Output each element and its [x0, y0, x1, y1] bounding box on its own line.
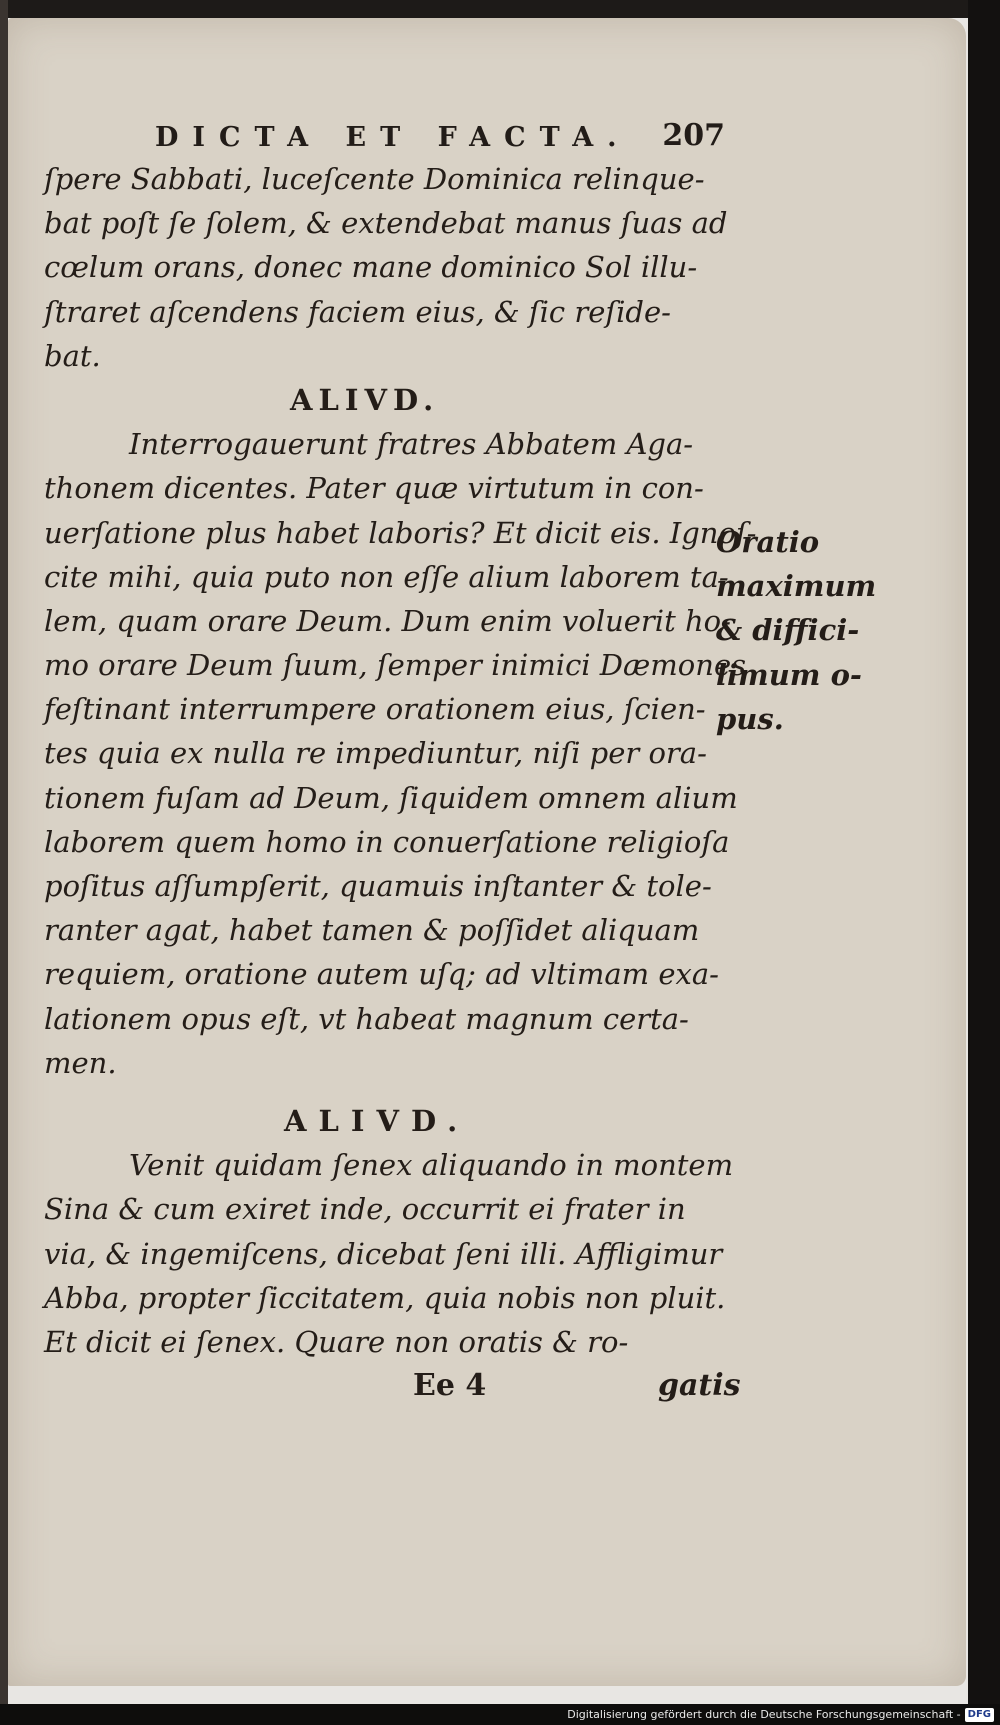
scan-border-left	[0, 0, 8, 1725]
text-line: tes quia ex nulla re impediuntur, niſi per ora-	[44, 736, 707, 771]
signature-mark: Ee 4	[413, 1368, 487, 1403]
dfg-logo: DFG	[965, 1708, 994, 1722]
margin-line: maximum	[716, 569, 877, 604]
text-line: Venit quidam ſenex aliquando in montem	[129, 1148, 734, 1183]
text-line: Et dicit ei ſenex. Quare non oratis & ro-	[44, 1324, 629, 1359]
section-heading: ALIVD.	[284, 1103, 470, 1138]
text-line: cite mihi, quia puto non eſſe alium laborem ta-	[44, 559, 729, 594]
text-line: Interrogauerunt fratres Abbatem Aga-	[129, 427, 694, 462]
catchword: gatis	[658, 1368, 741, 1403]
text-line: ſtraret aſcendens faciem eius, & ſic reſide-	[44, 294, 671, 329]
margin-line: pus.	[716, 701, 784, 736]
text-line: bat poſt ſe ſolem, & extendebat manus ſuas ad	[44, 206, 728, 241]
text-line: bat.	[44, 338, 101, 373]
page-number: 207	[662, 118, 725, 153]
margin-line: limum o-	[716, 657, 862, 692]
text-line: lem, quam orare Deum. Dum enim voluerit ho-	[44, 603, 731, 638]
running-head	[155, 118, 725, 158]
text-line: tionem fuſam ad Deum, ſiquidem omnem alium	[44, 780, 738, 815]
text-line: cœlum orans, donec mane dominico Sol illu-	[44, 250, 698, 285]
text-line: feſtinant interrumpere orationem eius, ſcien-	[44, 692, 706, 727]
margin-line: & diffici-	[716, 613, 860, 648]
text-line: ranter agat, habet tamen & poſſidet aliquam	[44, 913, 700, 948]
margin-line: Oratio	[716, 525, 820, 559]
digitization-credit	[567, 1706, 994, 1724]
text-line: thonem dicentes. Pater quæ virtutum in con-	[44, 471, 704, 506]
text-line: lationem opus eſt, vt habeat magnum certa-	[44, 1001, 689, 1036]
text-line: uerſatione plus habet laboris? Et dicit eis. Ignoſ-	[44, 515, 757, 550]
page-foot	[0, 1368, 1000, 1418]
main-text	[44, 157, 757, 1364]
running-title: DICTA ET FACTA.	[155, 122, 631, 153]
scan-border-right	[968, 0, 1000, 1725]
text-line: Abba, propter ſiccitatem, quia nobis non pluit.	[44, 1280, 726, 1315]
text-line: laborem quem homo in conuerſatione religioſa	[44, 824, 730, 859]
text-line: men.	[44, 1045, 117, 1080]
text-line: Sina & cum exiret inde, occurrit ei frater in	[44, 1192, 686, 1227]
credit-text: Digitalisierung gefördert durch die Deutsche Forschungsgemeinschaft -	[567, 1708, 961, 1721]
marginal-note	[716, 520, 876, 741]
section-heading: ALIVD.	[290, 382, 440, 417]
scan-border-top	[0, 0, 1000, 18]
text-line: mo orare Deum ſuum, ſemper inimici Dæmones	[44, 648, 746, 683]
text-line: poſitus aſſumpſerit, quamuis inſtanter & tole-	[44, 869, 712, 903]
text-line: ſpere Sabbati, luceſcente Dominica relinque-	[44, 162, 705, 196]
text-line: via, & ingemiſcens, dicebat ſeni illi. Affligimur	[44, 1236, 723, 1271]
text-line: requiem, oratione autem uſq; ad vltimam exa-	[44, 957, 719, 992]
